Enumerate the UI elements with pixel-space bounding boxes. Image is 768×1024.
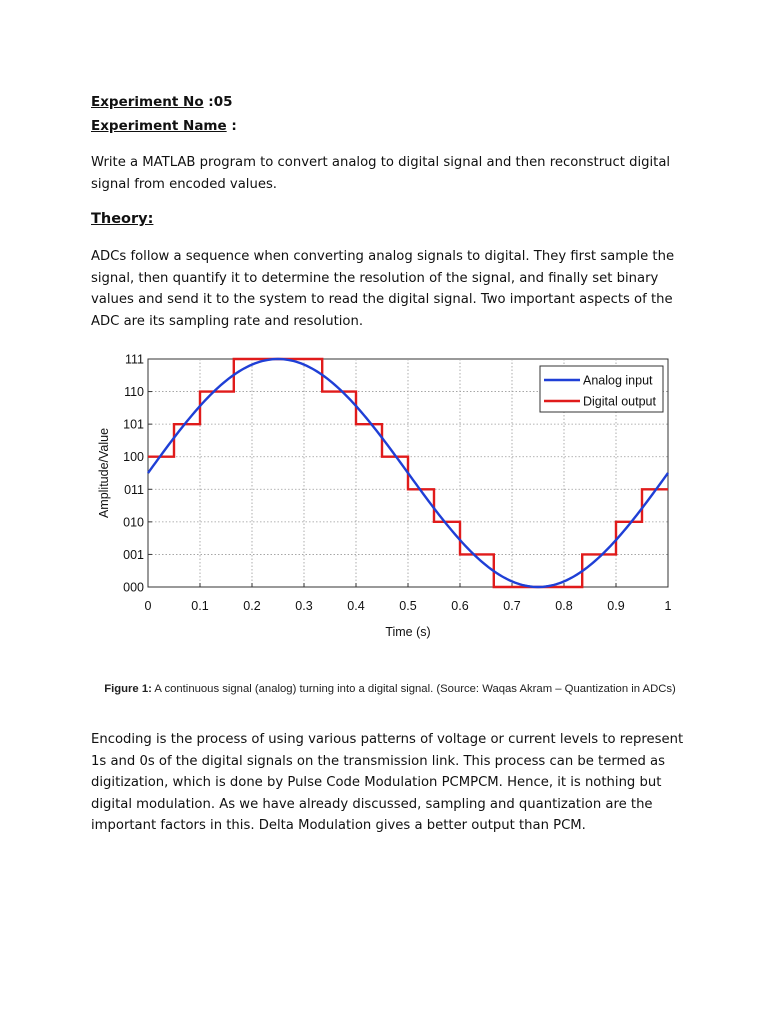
legend-label-digital: Digital output bbox=[583, 394, 656, 409]
x-tick-label: 0.3 bbox=[295, 599, 313, 613]
legend-label-analog: Analog input bbox=[583, 373, 653, 388]
experiment-number bbox=[91, 94, 233, 110]
adc-chart bbox=[90, 346, 680, 646]
x-tick-label: 0.8 bbox=[555, 599, 573, 613]
y-tick-label: 101 bbox=[123, 417, 144, 432]
x-tick-label: 0.1 bbox=[191, 599, 209, 613]
encoding-paragraph: Encoding is the process of using various patterns of voltage or current levels to represent 1s and 0s of the digital signals on the transmission link. This process can be termed as digitization, which is done by Pulse Code Modulation PCMPCM. Hence, it is nothing but digital modulation. As we have already discussed, sampling and quantization are the important factors in this. Delta Modulation gives a better output than PCM. bbox=[91, 732, 684, 833]
y-tick-label: 111 bbox=[124, 352, 144, 367]
experiment-number-label: Experiment No bbox=[91, 94, 204, 110]
x-tick-label: 0.5 bbox=[399, 599, 417, 613]
theory-paragraph: ADCs follow a sequence when converting analog signals to digital. They first sample the signal, then quantify it to determine the resolution of the signal, and finally set binary values and send it to the system to read the digital signal. Two important aspects of the ADC are its sampling rate and resolution. bbox=[91, 249, 675, 329]
experiment-number-value: :05 bbox=[203, 94, 233, 110]
y-tick-label: 011 bbox=[124, 482, 144, 497]
caption-text: A continuous signal (analog) turning into a digital signal. (Source: Waqas Akram – Quantization in ADCs) bbox=[151, 683, 676, 695]
intro-paragraph: Write a MATLAB program to convert analog to digital signal and then reconstruct digital signal from encoded values. bbox=[91, 155, 671, 192]
experiment-name-label: Experiment Name bbox=[91, 118, 227, 134]
x-tick-label: 0.9 bbox=[607, 599, 625, 613]
y-tick-label: 100 bbox=[123, 450, 144, 465]
x-tick-label: 0.2 bbox=[243, 599, 261, 613]
experiment-name-suffix: : bbox=[226, 118, 237, 134]
y-tick-label: 110 bbox=[124, 385, 144, 400]
y-tick-label: 010 bbox=[123, 515, 144, 530]
x-tick-label: 0 bbox=[144, 599, 152, 613]
chart-legend bbox=[540, 366, 663, 412]
x-tick-label: 0.6 bbox=[451, 599, 469, 613]
figure-caption bbox=[100, 680, 680, 698]
y-tick-label: 001 bbox=[123, 547, 144, 562]
theory-heading: Theory: bbox=[91, 211, 154, 227]
x-tick-label: 0.7 bbox=[503, 599, 521, 613]
x-tick-label: 1 bbox=[664, 599, 672, 613]
x-tick-label: 0.4 bbox=[347, 599, 365, 613]
experiment-name bbox=[91, 118, 237, 134]
y-axis-label: Amplitude/Value bbox=[97, 427, 111, 519]
caption-label: Figure 1: bbox=[104, 683, 152, 695]
y-tick-label: 000 bbox=[123, 580, 144, 595]
x-axis-label: Time (s) bbox=[385, 625, 431, 639]
